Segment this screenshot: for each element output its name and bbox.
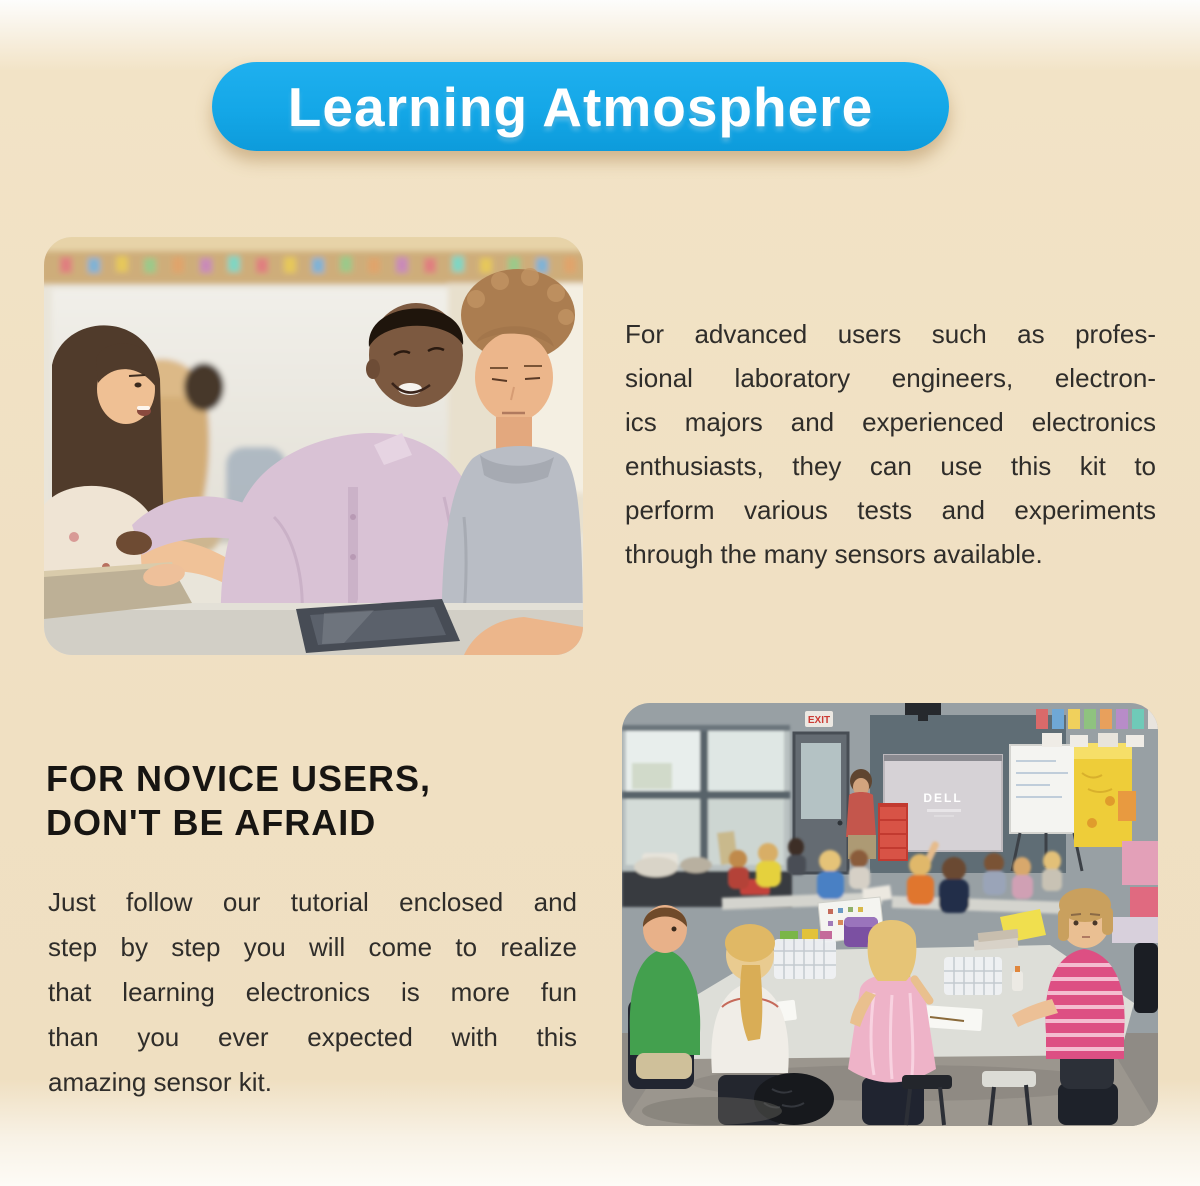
text-line: perform various tests and experiments: [625, 495, 1156, 525]
exit-sign-text: EXIT: [807, 715, 831, 726]
text-line: than you ever expected with this: [48, 1022, 577, 1052]
text-line: sional laboratory engineers, electron-: [625, 363, 1156, 393]
text-line: step by step you will come to realize: [48, 932, 577, 962]
teacher-photo-graphic: [44, 237, 583, 655]
text-line: ics majors and experienced electronics: [625, 407, 1156, 437]
text-line: amazing sensor kit.: [48, 1067, 272, 1097]
text-line: enthusiasts, they can use this kit to: [625, 451, 1156, 481]
teacher-photo: [44, 237, 583, 655]
page-title: Learning Atmosphere: [287, 75, 874, 138]
red-drawer-cart: [878, 803, 908, 861]
advanced-users-paragraph: [625, 312, 1156, 576]
classroom-photo: [622, 703, 1158, 1126]
text-line: FOR NOVICE USERS,: [46, 758, 432, 799]
text-line: For advanced users such as profes-: [625, 319, 1156, 349]
novice-users-heading: [46, 757, 431, 845]
classroom-photo-graphic: [622, 703, 1158, 1126]
text-line: through the many sensors available.: [625, 539, 1043, 569]
text-line: DON'T BE AFRAID: [46, 802, 377, 843]
exit-sign: [805, 711, 833, 727]
text-line: that learning electronics is more fun: [48, 977, 577, 1007]
standing-teacher: [846, 769, 876, 859]
screen-brand-text: DELL: [923, 791, 963, 805]
header-banner: [212, 62, 949, 151]
novice-users-paragraph: [48, 880, 577, 1105]
text-line: Just follow our tutorial enclosed and: [48, 887, 577, 917]
